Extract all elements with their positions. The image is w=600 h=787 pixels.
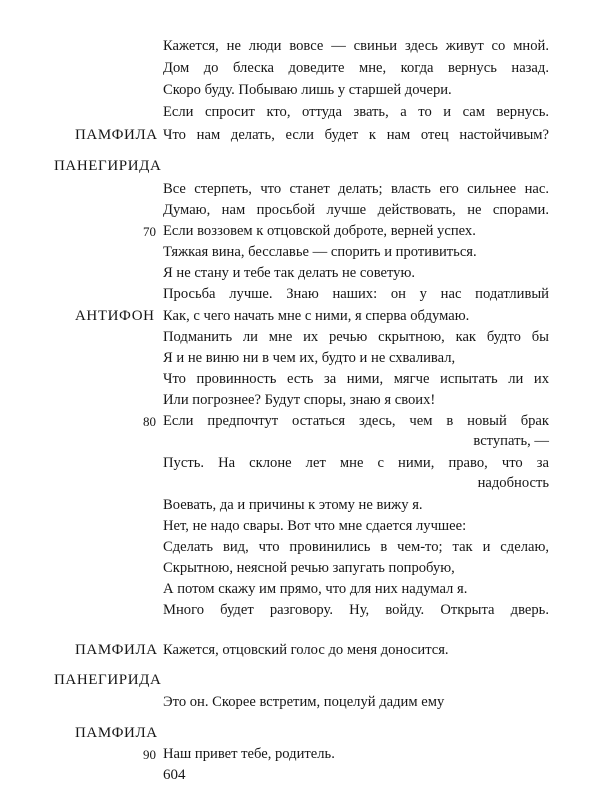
verse-line: Скрытною, неясной речью запугать попробую, — [163, 560, 455, 576]
verse-line: Что нам делать, если будет к нам отец настойчивым? — [163, 127, 549, 143]
line-number: 90 — [143, 747, 156, 762]
verse-line: Думаю, нам просьбой лучше действовать, не спорами. — [163, 202, 549, 218]
speaker-pamfila: ПАМФИЛА — [75, 127, 158, 143]
verse-line-wrap: надобность — [477, 475, 549, 491]
verse-line: Скоро буду. Побываю лишь у старшей дочери. — [163, 82, 452, 98]
verse-line: Если предпочтут остаться здесь, чем в новый брак — [163, 413, 549, 429]
line-number: 70 — [143, 224, 156, 239]
verse-line: Нет, не надо свары. Вот что мне сдается лучшее: — [163, 518, 467, 534]
verse-line: Все стерпеть, что станет делать; власть его сильнее нас. — [163, 181, 549, 197]
verse-line: Подманить ли мне их речью скрытною, как будто бы — [163, 329, 549, 345]
verse-line: Как, с чего начать мне с ними, я сперва обдумаю. — [163, 308, 470, 324]
speaker-panegirida: ПАНЕГИРИДА — [54, 672, 162, 688]
verse-line: Если спросит кто, оттуда звать, а то и сам вернусь. — [163, 104, 549, 120]
verse-line: Тяжкая вина, бесславье — спорить и противиться. — [163, 244, 477, 260]
verse-line: Просьба лучше. Знаю наших: он у нас податливый — [163, 286, 549, 302]
verse-line: Если воззовем к отцовской доброте, верней успех. — [163, 223, 476, 239]
page-number: 604 — [163, 767, 186, 783]
verse-line: Или погрознее? Будут споры, знаю я своих! — [163, 392, 436, 408]
verse-line: Наш привет тебе, родитель. — [163, 746, 335, 762]
verse-line: Воевать, да и причины к этому не вижу я. — [163, 497, 423, 513]
speaker-antifon: АНТИФОН — [75, 308, 155, 324]
line-number: 80 — [143, 414, 156, 429]
verse-line: Сделать вид, что провинились в чем-то; так и сделаю, — [163, 539, 549, 555]
verse-line: Кажется, не люди вовсе — свиньи здесь живут со мной. — [163, 38, 549, 54]
verse-line: Дом до блеска доведите мне, когда вернусь назад. — [163, 60, 549, 76]
verse-line: Я и не виню ни в чем их, будто и не схваливал, — [163, 350, 456, 366]
verse-line: Я не стану и тебе так делать не советую. — [163, 265, 416, 281]
verse-line: Много будет разговору. Ну, войду. Открыта дверь. — [163, 602, 549, 618]
verse-line: Пусть. На склоне лет мне с ними, право, что за — [163, 455, 549, 471]
verse-line: Что провинность есть за ними, мягче испытать ли их — [163, 371, 549, 387]
speaker-pamfila: ПАМФИЛА — [75, 642, 158, 658]
verse-line-wrap: вступать, — — [473, 433, 549, 449]
verse-line: Кажется, отцовский голос до меня доносится. — [163, 642, 449, 658]
verse-line: Это он. Скорее встретим, поцелуй дадим ему — [163, 694, 445, 710]
speaker-pamfila: ПАМФИЛА — [75, 725, 158, 741]
verse-line: А потом скажу им прямо, что для них надумал я. — [163, 581, 468, 597]
speaker-panegirida: ПАНЕГИРИДА — [54, 158, 162, 174]
